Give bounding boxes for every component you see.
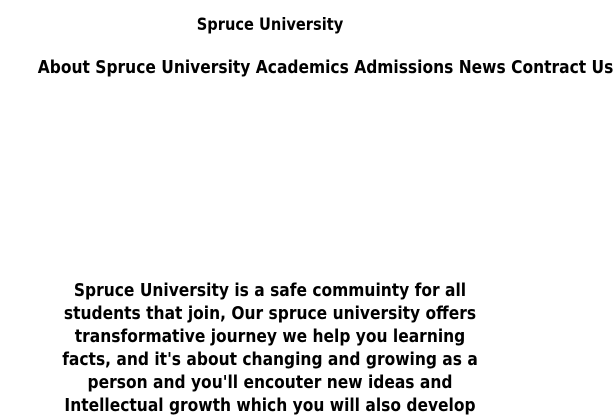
- nav-link-admissions[interactable]: Admissions: [354, 57, 454, 78]
- nav-link-contact[interactable]: Contract Us: [511, 57, 613, 78]
- site-title: Spruce University: [196, 15, 344, 35]
- nav-link-about[interactable]: About Spruce University: [37, 57, 251, 78]
- main-nav: [37, 57, 613, 79]
- nav-link-news[interactable]: News: [458, 57, 506, 78]
- nav-link-academics[interactable]: Academics: [255, 57, 349, 78]
- intro-paragraph: Spruce University is a safe commuinty for all students that join, Our spruce university offers transformative journey we help you learning facts, and it's about changing and growing as a person and you'll encouter new ideas and Intellectual growth which you will also develop: [62, 280, 478, 416]
- intro-section: [60, 279, 480, 417]
